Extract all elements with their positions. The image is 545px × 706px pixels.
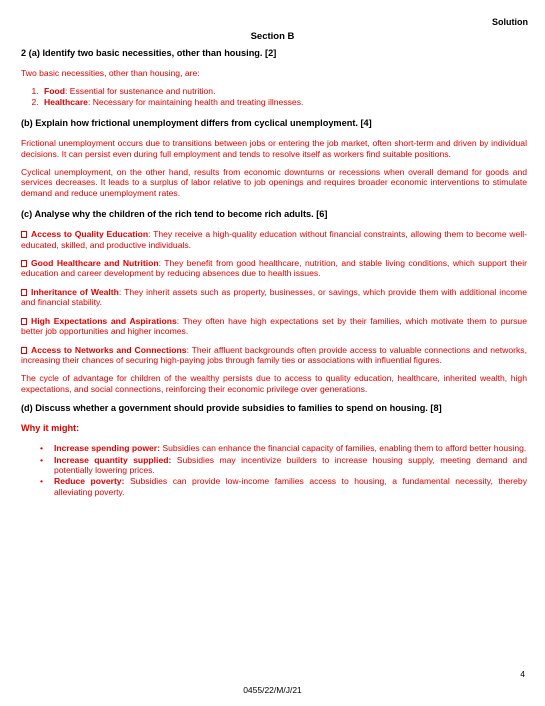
item-term: Healthcare [44, 96, 88, 107]
answer-2a-list [21, 86, 527, 107]
list-item [54, 443, 527, 453]
point-term: Access to Networks and Connections [31, 344, 187, 355]
answer-2c-point [21, 316, 527, 337]
answer-content [21, 47, 527, 498]
bullet-text: Subsidies can provide low-income families access to housing, a fundamental necessity, thereby alleviating poverty. [54, 476, 528, 497]
point-text: : They benefit from good healthcare, nutrition, and stable living conditions, which support their education and career development by reducing absences due to health issues. [21, 258, 527, 279]
checkbox-glyph-icon [21, 347, 27, 354]
point-text: : Their affluent backgrounds often provide access to valuable connections and networks, increasing their chances of securing high-paying jobs through family ties or associations with influential figures. [21, 344, 527, 365]
answer-2c-conclusion: The cycle of advantage for children of the wealthy persists due to access to quality education, healthcare, inherited wealth, high expectations, and social connections, reinforcing their economic privilege over generations. [21, 373, 527, 394]
list-item [54, 455, 527, 476]
answer-2c-point [21, 345, 527, 366]
bullet-text: Subsidies may incentivize builders to increase housing supply, meeting demand and potentially lowering prices. [54, 454, 528, 475]
list-item [41, 86, 527, 96]
answer-2a-intro: Two basic necessities, other than housing, are: [21, 68, 200, 78]
list-item [41, 97, 527, 107]
bullet-term: Reduce poverty: [54, 476, 125, 487]
question-2a: 2 (a) Identify two basic necessities, other than housing. [2] [21, 48, 277, 58]
point-text: : They often have high expectations set by their families, which motivate them to pursue better job opportunities and higher incomes. [21, 315, 527, 337]
section-title: Section B [250, 31, 295, 42]
question-2c: (c) Analyse why the children of the rich tend to become rich adults. [6] [21, 209, 328, 220]
checkbox-glyph-icon [21, 260, 27, 267]
answer-2d-list [21, 443, 527, 497]
answer-2c-point [21, 287, 527, 308]
question-2b: (b) Explain how frictional unemployment differs from cyclical unemployment. [4] [21, 118, 372, 129]
paper-code: 0455/22/M/J/21 [243, 685, 302, 695]
item-text: : Necessary for maintaining health and treating illnesses. [87, 96, 304, 107]
point-term: Good Healthcare and Nutrition [31, 258, 159, 269]
point-term: Inheritance of Wealth [31, 286, 119, 297]
answer-2c-point [21, 258, 527, 279]
point-text: : They inherit assets such as property, businesses, or savings, which provide them with additional income and financial stability. [21, 286, 527, 308]
item-text: : Essential for sustenance and nutrition. [65, 86, 216, 97]
question-2d: (d) Discuss whether a government should provide subsidies to families to spend on housing. [8] [21, 403, 442, 414]
item-term: Food [44, 86, 65, 97]
checkbox-glyph-icon [21, 289, 27, 296]
bullet-term: Increase quantity supplied: [54, 454, 172, 465]
checkbox-glyph-icon [21, 231, 27, 238]
point-text: : They receive a high-quality education without financial constraints, allowing them to become well-educated, skilled, and productive individuals. [21, 229, 527, 250]
answer-2b-frictional: Frictional unemployment occurs due to transitions between jobs or entering the job market, often short-term and driven by individual decisions. It can persist even during full employment and tends to resolve itself as workers find suitable positions. [21, 138, 527, 159]
solution-label: Solution [492, 17, 528, 27]
bullet-text: Subsidies can enhance the financial capacity of families, enabling them to afford better housing. [160, 443, 527, 454]
answer-2b-cyclical: Cyclical unemployment, on the other hand, results from economic downturns or recessions when overall demand for goods and services decreases. It leads to a surplus of labor relative to job openings and requires broader economic interventions to stimulate demand and reduce unemployment rates. [21, 167, 527, 198]
why-it-might-heading: Why it might: [21, 423, 80, 434]
page-number: 4 [520, 669, 525, 679]
list-item [54, 476, 527, 497]
point-term: High Expectations and Aspirations [31, 315, 177, 326]
point-term: Access to Quality Education [31, 229, 149, 240]
checkbox-glyph-icon [21, 318, 27, 325]
answer-2c-point [21, 229, 527, 250]
bullet-term: Increase spending power: [54, 443, 161, 454]
